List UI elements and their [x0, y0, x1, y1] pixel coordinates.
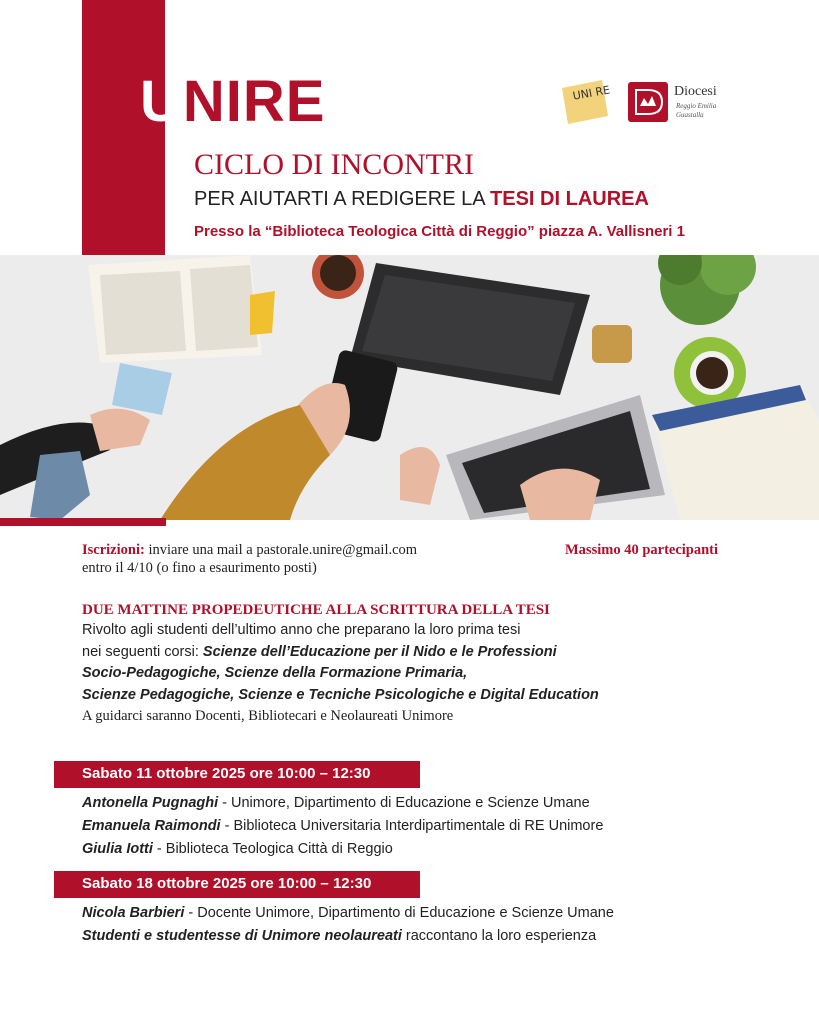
intro-block	[82, 600, 782, 726]
session-1-speakers	[82, 792, 603, 861]
intro-heading: DUE MATTINE PROPEDEUTICHE ALLA SCRITTURA DELLA TESI	[82, 602, 550, 618]
unire-logo: UNIRE	[140, 69, 326, 134]
diocesi-logo	[628, 82, 768, 126]
desk-photo-image	[0, 255, 819, 520]
intro-line-1: Rivolto agli studenti dell’ultimo anno che preparano la loro prima tesi	[82, 622, 521, 638]
intro-line-5: A guidarci saranno Docenti, Bibliotecari e Neolaureati Unimore	[82, 708, 454, 724]
unire-badge-logo	[558, 78, 610, 126]
speaker-row: Studenti e studentesse di Unimore neolaureati raccontano la loro esperienza	[82, 928, 597, 944]
intro-line-2: nei seguenti corsi: Scienze dell’Educazione per il Nido e le Professioni	[82, 643, 557, 660]
unire-badge-text: UNI RE	[571, 83, 610, 103]
session-1-date-bar: Sabato 11 ottobre 2025 ore 10:00 – 12:30	[54, 761, 420, 788]
registration-info: Iscrizioni: inviare una mail a pastorale.unire@gmail.com entro il 4/10 (o fino a esaurimento posti)	[82, 542, 418, 576]
page-subtitle: PER AIUTARTI A REDIGERE LA TESI DI LAUREA	[194, 188, 649, 210]
session-2-speakers	[82, 902, 614, 948]
intro-line-4: Scienze Pedagogiche, Scienze e Tecniche Psicologiche e Digital Education	[82, 686, 599, 703]
intro-line-3: Socio-Pedagogiche, Scienze della Formazione Primaria,	[82, 665, 468, 681]
diocesi-sub: Reggio Emilia Guastalla	[676, 102, 717, 119]
speaker-row: Giulia Iotti - Biblioteca Teologica Città di Reggio	[82, 841, 393, 857]
diocesi-name: Diocesi	[674, 84, 717, 99]
page-title: CICLO DI INCONTRI	[194, 148, 474, 181]
speaker-row: Antonella Pugnaghi - Unimore, Dipartimento di Educazione e Scienze Umane	[82, 795, 590, 811]
red-accent-bar	[0, 518, 166, 526]
diocesi-mark-icon	[628, 82, 668, 122]
session-2-date-bar: Sabato 18 ottobre 2025 ore 10:00 – 12:30	[54, 871, 420, 898]
venue-text: Presso la “Biblioteca Teologica Città di Reggio” piazza A. Vallisneri 1	[194, 223, 685, 240]
speaker-row: Nicola Barbieri - Docente Unimore, Dipartimento di Educazione e Scienze Umane	[82, 905, 614, 921]
speaker-row: Emanuela Raimondi - Biblioteca Universitaria Interdipartimentale di RE Unimore	[82, 818, 604, 834]
max-participants: Massimo 40 partecipanti	[565, 542, 719, 558]
